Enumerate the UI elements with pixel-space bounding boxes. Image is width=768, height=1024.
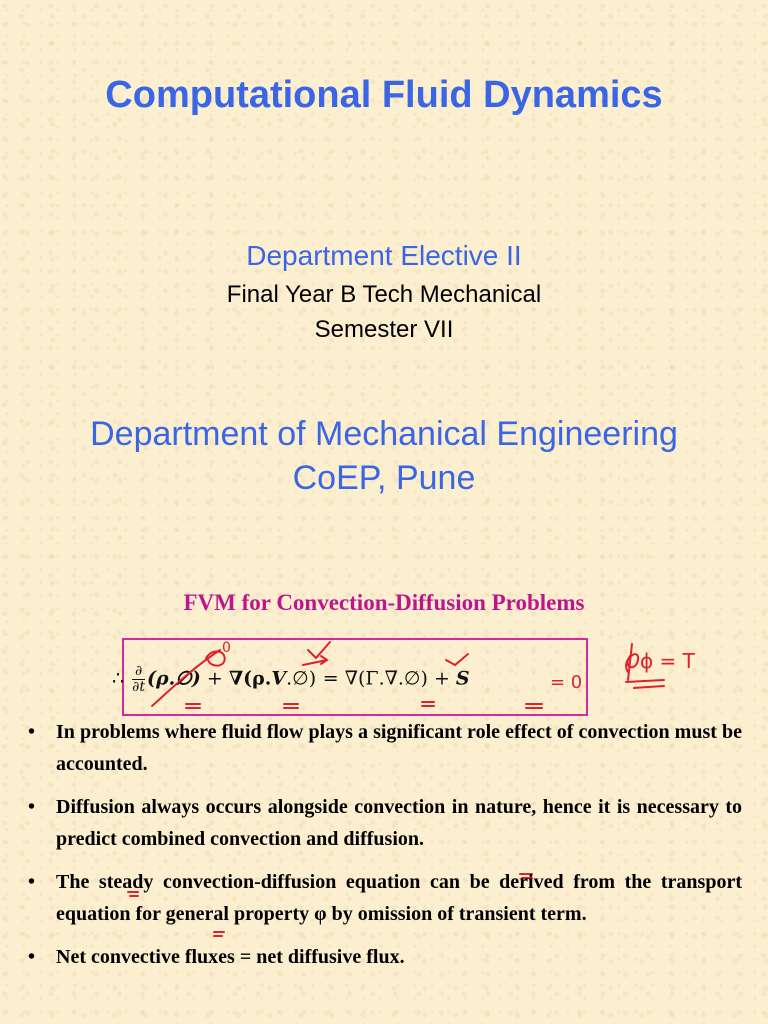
course-semester-line: Semester VII (314, 316, 454, 343)
bullet-list (28, 716, 742, 984)
department-block (0, 412, 768, 500)
convection-term-prefix: ∇(ρ. (228, 667, 272, 690)
equals-sign: = (322, 667, 339, 690)
transient-term: (ρ.∅) (147, 667, 201, 690)
partial-numerator: ∂ (132, 664, 145, 680)
diffusion-term: ∇(Γ.∇.∅) (344, 667, 428, 690)
time-derivative (132, 664, 145, 695)
phi-equals-t-mark: ϕ = T (640, 649, 695, 673)
convection-term (229, 668, 323, 690)
velocity-vector: V (271, 667, 287, 690)
bullet-item: • In problems where fluid flow plays a significant role effect of convection must be accounted. (28, 716, 742, 780)
slide-title: Computational Fluid Dynamics (105, 74, 663, 116)
course-year-line: Final Year B Tech Mechanical (226, 281, 542, 308)
course-subtitle: Department Elective II (246, 240, 522, 271)
department-name: Department of Mechanical Engineering (90, 415, 678, 453)
zero-text-mark: = 0 (550, 672, 583, 693)
plus-sign-2: + (433, 667, 450, 690)
plus-sign: + (206, 667, 223, 690)
bullet-item: • The steady convection-diffusion equation can be derived from the transport equation for general property φ by omission of transient term. (28, 866, 742, 930)
bullet-item: • Net convective fluxes = net diffusive flux. (28, 941, 742, 973)
therefore-symbol: ∴ (112, 667, 125, 690)
zero-above-term: 0 (222, 640, 231, 656)
convection-term-suffix: .∅) (286, 667, 317, 690)
bullet-item: • Diffusion always occurs alongside convection in nature, hence it is necessary to predict combined convection and diffusion. (28, 791, 742, 855)
section-heading: FVM for Convection-Diffusion Problems (183, 590, 585, 615)
partial-denominator: ∂t (132, 679, 146, 695)
source-term: S (455, 667, 470, 690)
institution-name: CoEP, Pune (292, 459, 476, 497)
convection-diffusion-equation (112, 664, 632, 695)
